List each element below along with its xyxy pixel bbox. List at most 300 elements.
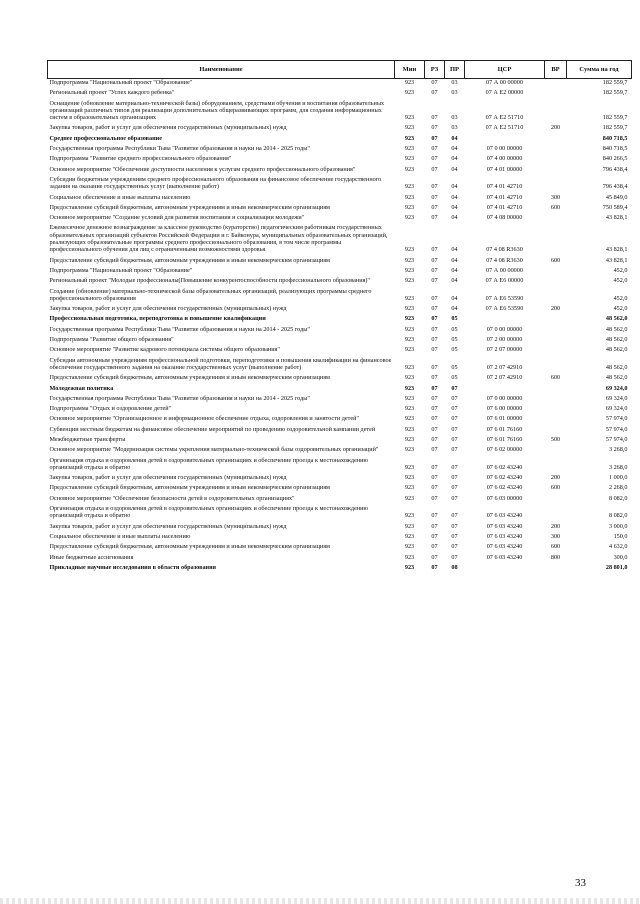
- table-row: [48, 204, 632, 211]
- row-pr: 03: [451, 89, 458, 97]
- table-row: [48, 336, 632, 343]
- row-rz: 07: [431, 512, 438, 520]
- row-vr: [545, 166, 567, 173]
- row-pr: 03: [451, 114, 458, 122]
- row-csr: 07 4 00 00000: [486, 155, 523, 163]
- row-vr: [545, 446, 567, 453]
- row-name: Субсидии бюджетным учреждениям среднего профессионального образования на финансовое обеспечение государственного задания на оказание государственных услуг (выполнение работ): [49, 175, 382, 191]
- spacer-cell: [48, 571, 632, 574]
- row-pr: 04: [451, 294, 458, 302]
- row-min: 923: [404, 484, 415, 492]
- row-vr: [545, 564, 567, 571]
- row-csr: 07 6 03 43240: [486, 512, 523, 520]
- table-row: [48, 267, 632, 274]
- row-pr: 07: [451, 446, 458, 454]
- row-pr: 04: [451, 214, 458, 222]
- row-name: Предоставление субсидий бюджетным, автономным учреждениям и иным некоммерческим организациям: [49, 256, 330, 264]
- row-vr: [545, 145, 567, 152]
- table-row: [48, 415, 632, 422]
- row-min: 923: [404, 89, 415, 97]
- row-pr: 07: [451, 474, 458, 482]
- row-sum: 43 828,1: [605, 256, 628, 264]
- row-csr: [465, 135, 545, 142]
- table-row: [48, 166, 632, 173]
- row-vr: 200: [550, 474, 561, 482]
- row-csr: 07 6 02 00000: [486, 446, 523, 454]
- row-pr: 04: [451, 134, 458, 142]
- row-vr: [545, 336, 567, 343]
- row-sum: 750 589,4: [602, 203, 628, 211]
- row-rz: 07: [431, 193, 438, 201]
- row-rz: 07: [431, 446, 438, 454]
- row-vr: [545, 176, 567, 191]
- row-csr: 07 6 01 76160: [486, 435, 523, 443]
- row-vr: [545, 267, 567, 274]
- row-sum: 3 268,0: [608, 463, 628, 471]
- row-vr: 600: [550, 256, 561, 264]
- row-min: 923: [404, 415, 415, 423]
- row-csr: 07 6 03 43240: [486, 543, 523, 551]
- row-pr: 07: [451, 512, 458, 520]
- row-csr: 07 6 03 43240: [486, 532, 523, 540]
- row-name: Подпрограмма "Национальный проект "Образование": [49, 266, 193, 274]
- row-min: 923: [404, 246, 415, 254]
- row-min: 923: [404, 374, 415, 382]
- row-csr: 07 А 00 00000: [486, 79, 523, 86]
- row-min: 923: [404, 165, 415, 173]
- row-vr: [545, 288, 567, 303]
- row-name: Государственная программа Республики Тыва "Развитие образования и науки на 2014 - 2025 годы": [49, 325, 310, 333]
- row-csr: 07 6 03 43240: [486, 553, 523, 561]
- row-name: Подпрограмма "Национальный проект "Образование": [49, 79, 193, 86]
- row-rz: 07: [431, 425, 438, 433]
- table-row: [48, 436, 632, 443]
- header-sum: Сумма на год: [567, 61, 632, 79]
- row-name: Региональный проект "Успех каждого ребенка": [49, 89, 175, 97]
- row-pr: 04: [451, 246, 458, 254]
- row-vr: [545, 395, 567, 402]
- row-sum: 43 828,1: [605, 214, 628, 222]
- row-sum: 69 324,0: [605, 394, 628, 402]
- row-min: 923: [404, 203, 415, 211]
- row-name: Предоставление субсидий бюджетным, автономным учреждениям и иным некоммерческим организациям: [49, 374, 330, 382]
- table-row: [48, 135, 632, 142]
- row-csr: [465, 385, 545, 392]
- row-vr: [545, 346, 567, 353]
- row-vr: [545, 155, 567, 162]
- row-csr: 07 4 01 00000: [486, 165, 523, 173]
- row-pr: 07: [451, 494, 458, 502]
- table-row: [48, 357, 632, 372]
- row-sum: 57 974,0: [605, 425, 628, 433]
- row-name: Основное мероприятие "Обеспечение безопасности детей в оздоровительных организациях": [49, 494, 295, 502]
- row-sum: 300,0: [613, 553, 628, 561]
- table-row: [48, 194, 632, 201]
- row-name: Закупка товаров, работ и услуг для обеспечения государственных (муниципальных) нужд: [49, 124, 287, 132]
- row-pr: 07: [451, 484, 458, 492]
- row-min: 923: [404, 543, 415, 551]
- row-vr: 600: [550, 543, 561, 551]
- row-sum: 1 000,0: [608, 474, 628, 482]
- row-min: 923: [404, 435, 415, 443]
- row-pr: 05: [451, 336, 458, 344]
- table-row: [48, 395, 632, 402]
- row-min: 923: [404, 563, 415, 571]
- row-rz: 07: [431, 553, 438, 561]
- row-csr: 07 0 00 00000: [486, 325, 523, 333]
- row-rz: 07: [431, 114, 438, 122]
- row-sum: 840 266,5: [602, 155, 628, 163]
- table-row: [48, 305, 632, 312]
- row-vr: [545, 495, 567, 502]
- table-row: [48, 224, 632, 253]
- row-rz: 07: [431, 394, 438, 402]
- table-row: [48, 533, 632, 540]
- row-pr: 07: [451, 532, 458, 540]
- row-pr: 07: [451, 394, 458, 402]
- table-row: [48, 523, 632, 530]
- row-csr: 07 2 07 42910: [486, 363, 523, 371]
- row-name: Основное мероприятие "Развитие кадрового потенциала системы общего образования": [49, 346, 280, 354]
- row-pr: 05: [451, 315, 458, 323]
- table-row: [48, 374, 632, 381]
- row-name: Предоставление субсидий бюджетным, автономным учреждениям и иным некоммерческим организациям: [49, 543, 330, 551]
- row-sum: 48 562,0: [605, 325, 628, 333]
- row-name: Среднее профессиональное образование: [49, 134, 162, 142]
- row-pr: 04: [451, 277, 458, 285]
- row-min: 923: [404, 394, 415, 402]
- row-min: 923: [404, 384, 415, 392]
- row-min: 923: [404, 553, 415, 561]
- row-pr: 03: [451, 124, 458, 132]
- row-vr: [545, 100, 567, 122]
- row-csr: 07 4 01 42710: [486, 203, 523, 211]
- row-csr: 07 4 01 42710: [486, 193, 523, 201]
- row-min: 923: [404, 124, 415, 132]
- row-min: 923: [404, 315, 415, 323]
- row-name: Прикладные научные исследования в области образования: [49, 563, 217, 571]
- row-rz: 07: [431, 134, 438, 142]
- row-min: 923: [404, 277, 415, 285]
- table-row: [48, 543, 632, 550]
- row-vr: [545, 89, 567, 96]
- row-name: Государственная программа Республики Тыва "Развитие образования и науки на 2014 - 2025 годы": [49, 394, 310, 402]
- row-sum: 182 559,7: [602, 124, 628, 132]
- row-sum: 796 438,4: [602, 165, 628, 173]
- table-row: [48, 89, 632, 96]
- row-name: Субвенции местным бюджетам на финансовое обеспечение мероприятий по проведению оздоровительной кампании детей: [49, 425, 376, 433]
- table-row: [48, 405, 632, 412]
- row-vr: 500: [550, 435, 561, 443]
- row-sum: 48 562,0: [605, 363, 628, 371]
- row-pr: 04: [451, 183, 458, 191]
- row-name: Подпрограмма "Отдых и оздоровление детей": [49, 405, 172, 413]
- row-sum: 3 000,0: [608, 522, 628, 530]
- row-vr: [545, 426, 567, 433]
- row-sum: 57 974,0: [605, 435, 628, 443]
- header-pr: ПР: [445, 61, 465, 79]
- row-name: Предоставление субсидий бюджетным, автономным учреждениям и иным некоммерческим организациям: [49, 484, 330, 492]
- row-rz: 07: [431, 89, 438, 97]
- row-name: Основное мероприятие "Создание условий для развития воспитания и социализации молодежи": [49, 214, 305, 222]
- row-name: Социальное обеспечение и иные выплаты населению: [49, 532, 191, 540]
- row-min: 923: [404, 305, 415, 313]
- row-sum: 840 718,5: [602, 134, 628, 142]
- row-csr: 07 4 08 R3630: [486, 246, 523, 254]
- table-row: [48, 457, 632, 472]
- row-min: 923: [404, 512, 415, 520]
- row-name: Основное мероприятие "Организационное и информационное обеспечение отдыха, оздоровления и занятости детей": [49, 415, 359, 423]
- table-row: [48, 79, 632, 87]
- row-pr: 04: [451, 266, 458, 274]
- header-rz: РЗ: [425, 61, 445, 79]
- row-csr: 07 6 01 76160: [486, 425, 523, 433]
- row-name: Профессиональная подготовка, переподготовка и повышение квалификации: [49, 315, 266, 323]
- row-sum: 69 324,0: [605, 405, 628, 413]
- row-csr: 07 6 01 00000: [486, 415, 523, 423]
- row-pr: 07: [451, 415, 458, 423]
- row-pr: 04: [451, 155, 458, 163]
- row-pr: 05: [451, 325, 458, 333]
- row-vr: 800: [550, 553, 561, 561]
- row-sum: 452,0: [613, 305, 628, 313]
- row-csr: 07 6 02 43240: [486, 474, 523, 482]
- row-pr: 07: [451, 425, 458, 433]
- row-rz: 07: [431, 435, 438, 443]
- row-csr: 07 2 00 00000: [486, 336, 523, 344]
- row-csr: 07 4 08 R3630: [486, 256, 523, 264]
- table-row: [48, 346, 632, 353]
- row-csr: 07 А Е2 51710: [485, 124, 524, 132]
- row-rz: 07: [431, 563, 438, 571]
- row-min: 923: [404, 532, 415, 540]
- row-pr: 07: [451, 405, 458, 413]
- row-csr: 07 А Е6 00000: [485, 277, 524, 285]
- row-sum: 3 268,0: [608, 446, 628, 454]
- row-csr: 07 6 02 43240: [486, 463, 523, 471]
- row-sum: 150,0: [613, 532, 628, 540]
- row-rz: 07: [431, 79, 438, 86]
- row-rz: 07: [431, 256, 438, 264]
- row-min: 923: [404, 405, 415, 413]
- row-pr: 07: [451, 435, 458, 443]
- row-vr: [545, 326, 567, 333]
- row-spacer: [48, 571, 632, 574]
- row-sum: 48 562,0: [605, 315, 628, 323]
- row-name: Ежемесячное денежное вознаграждение за классное руководство (кураторство) педагогическим работникам государственных образовательных организаций субъектов Российской Федерации и г. Байконура, муниципальных образовательных организаций, реализующих образовательные программы среднего профессионального образования, в том числе программы профессионального обучения для лиц с ограниченными возможностями здоровья: [49, 224, 388, 254]
- row-name: Организация отдыха и оздоровления детей в оздоровительных организациях и обеспечение проезда к местонахождению организаций отдыха и обратно: [49, 505, 369, 520]
- row-csr: 07 А 00 00000: [486, 266, 523, 274]
- table-row: [48, 554, 632, 561]
- row-name: Создание (обновление) материально-технической базы образовательных организаций, реализующих программы среднего профессионального образования: [49, 287, 372, 302]
- row-rz: 07: [431, 155, 438, 163]
- row-sum: 796 438,4: [602, 183, 628, 191]
- row-min: 923: [404, 256, 415, 264]
- table-row: [48, 564, 632, 571]
- row-rz: 07: [431, 484, 438, 492]
- row-vr: 600: [550, 484, 561, 492]
- row-rz: 07: [431, 315, 438, 323]
- row-name: Основное мероприятие "Модернизация системы укрепления материально-технической базы оздоровительных организаций": [49, 446, 379, 454]
- row-name: Иные бюджетные ассигнования: [49, 553, 134, 561]
- row-rz: 07: [431, 145, 438, 153]
- row-vr: [545, 315, 567, 322]
- row-name: Организация отдыха и оздоровления детей в оздоровительных организациях и обеспечение проезда к местонахождению организаций отдыха и обратно: [49, 456, 369, 471]
- header-csr: ЦСР: [465, 61, 545, 79]
- row-csr: 07 0 00 00000: [486, 145, 523, 153]
- row-vr: [545, 357, 567, 372]
- row-rz: 07: [431, 203, 438, 211]
- row-rz: 07: [431, 494, 438, 502]
- row-rz: 07: [431, 325, 438, 333]
- row-pr: 05: [451, 363, 458, 371]
- row-name: Молодежная политика: [49, 384, 114, 392]
- table-row: [48, 426, 632, 433]
- row-rz: 07: [431, 305, 438, 313]
- row-rz: 07: [431, 405, 438, 413]
- header-min: Мин: [395, 61, 425, 79]
- row-vr: [545, 457, 567, 472]
- row-pr: 04: [451, 193, 458, 201]
- row-rz: 07: [431, 183, 438, 191]
- row-vr: [545, 505, 567, 520]
- scan-edge: [0, 898, 640, 904]
- row-name: Государственная программа Республики Тыва "Развитие образования и науки на 2014 - 2025 годы": [49, 145, 310, 153]
- row-min: 923: [404, 463, 415, 471]
- table-row: [48, 214, 632, 221]
- row-pr: 04: [451, 305, 458, 313]
- row-csr: 07 6 03 43240: [486, 522, 523, 530]
- row-pr: 04: [451, 203, 458, 211]
- row-rz: 07: [431, 374, 438, 382]
- row-rz: 07: [431, 415, 438, 423]
- table-row: [48, 385, 632, 392]
- row-name: Социальное обеспечение и иные выплаты населению: [49, 193, 191, 201]
- row-min: 923: [404, 474, 415, 482]
- row-pr: 07: [451, 553, 458, 561]
- table-row: [48, 495, 632, 502]
- row-name: Закупка товаров, работ и услуг для обеспечения государственных (муниципальных) нужд: [49, 474, 287, 482]
- row-min: 923: [404, 155, 415, 163]
- row-vr: 300: [550, 193, 561, 201]
- row-csr: 07 2 07 00000: [486, 346, 523, 354]
- row-name: Закупка товаров, работ и услуг для обеспечения государственных (муниципальных) нужд: [49, 522, 287, 530]
- row-vr: 600: [550, 374, 561, 382]
- row-csr: 07 4 08 00000: [486, 214, 523, 222]
- table-row: [48, 288, 632, 303]
- row-pr: 04: [451, 165, 458, 173]
- row-min: 923: [404, 79, 415, 86]
- row-pr: 05: [451, 346, 458, 354]
- row-pr: 04: [451, 256, 458, 264]
- row-pr: 08: [451, 563, 458, 571]
- row-min: 923: [404, 266, 415, 274]
- table-row: [48, 100, 632, 122]
- table-row: [48, 315, 632, 322]
- row-min: 923: [404, 145, 415, 153]
- table-row: [48, 145, 632, 152]
- table-row: [48, 474, 632, 481]
- row-name: Подпрограмма "Развитие общего образования": [49, 336, 174, 344]
- row-min: 923: [404, 346, 415, 354]
- row-vr: [545, 385, 567, 392]
- budget-table-container: [47, 60, 631, 574]
- row-rz: 07: [431, 522, 438, 530]
- row-csr: 07 А Е6 53590: [485, 294, 524, 302]
- row-sum: 452,0: [613, 266, 628, 274]
- row-sum: 48 562,0: [605, 346, 628, 354]
- row-name: Субсидии автономным учреждениям профессиональной подготовки, переподготовки и повышения квалификации на финансовое обеспечение государственного задания на оказание государственных услуг (выполнение работ): [49, 356, 392, 371]
- row-rz: 07: [431, 214, 438, 222]
- row-pr: 04: [451, 145, 458, 153]
- row-pr: 05: [451, 374, 458, 382]
- row-sum: 8 082,0: [608, 494, 628, 502]
- row-vr: 200: [550, 124, 561, 132]
- row-csr: [465, 315, 545, 322]
- row-min: 923: [404, 494, 415, 502]
- row-rz: 07: [431, 336, 438, 344]
- row-csr: 07 6 03 00000: [486, 494, 523, 502]
- row-csr: 07 А Е2 51710: [485, 114, 524, 122]
- row-vr: [545, 214, 567, 221]
- row-rz: 07: [431, 463, 438, 471]
- row-vr: [545, 224, 567, 253]
- row-sum: 182 559,7: [602, 79, 628, 86]
- row-min: 923: [404, 425, 415, 433]
- row-vr: [545, 405, 567, 412]
- row-sum: 8 082,0: [608, 512, 628, 520]
- row-rz: 07: [431, 294, 438, 302]
- row-name: Основное мероприятие "Обеспечение доступности населения к услугам среднего профессионального образования": [49, 165, 356, 173]
- table-header-row: [48, 61, 632, 79]
- row-min: 923: [404, 114, 415, 122]
- row-vr: 200: [550, 305, 561, 313]
- row-min: 923: [404, 183, 415, 191]
- row-csr: 07 6 02 43240: [486, 484, 523, 492]
- row-pr: 03: [451, 79, 458, 86]
- row-sum: 182 559,7: [602, 114, 628, 122]
- row-csr: [465, 564, 545, 571]
- row-vr: 600: [550, 203, 561, 211]
- table-row: [48, 155, 632, 162]
- row-vr: [545, 135, 567, 142]
- table-row: [48, 176, 632, 191]
- row-pr: 07: [451, 543, 458, 551]
- row-vr: [545, 277, 567, 284]
- row-rz: 07: [431, 363, 438, 371]
- row-csr: 07 А Е2 00000: [485, 89, 524, 97]
- row-pr: 07: [451, 384, 458, 392]
- row-name: Оснащение (обновление материально-технической базы) оборудованием, средствами обучения и воспитания образовательных организаций различных типов для реализации дополнительных общеразвивающих программ, для создания информационных систем в образовательных организациях: [49, 99, 385, 122]
- row-csr: 07 А Е6 53590: [485, 305, 524, 313]
- row-rz: 07: [431, 384, 438, 392]
- row-min: 923: [404, 294, 415, 302]
- row-sum: 28 801,0: [605, 563, 628, 571]
- row-rz: 07: [431, 124, 438, 132]
- row-min: 923: [404, 522, 415, 530]
- row-sum: 43 828,1: [605, 246, 628, 254]
- row-sum: 48 562,0: [605, 336, 628, 344]
- row-csr: 07 4 01 42710: [486, 183, 523, 191]
- table-row: [48, 257, 632, 264]
- row-rz: 07: [431, 543, 438, 551]
- header-vr: ВР: [545, 61, 567, 79]
- table-row: [48, 505, 632, 520]
- row-vr: [545, 415, 567, 422]
- row-name: Подпрограмма "Развитие среднего профессионального образования": [49, 155, 232, 163]
- row-rz: 07: [431, 474, 438, 482]
- row-vr: 300: [550, 532, 561, 540]
